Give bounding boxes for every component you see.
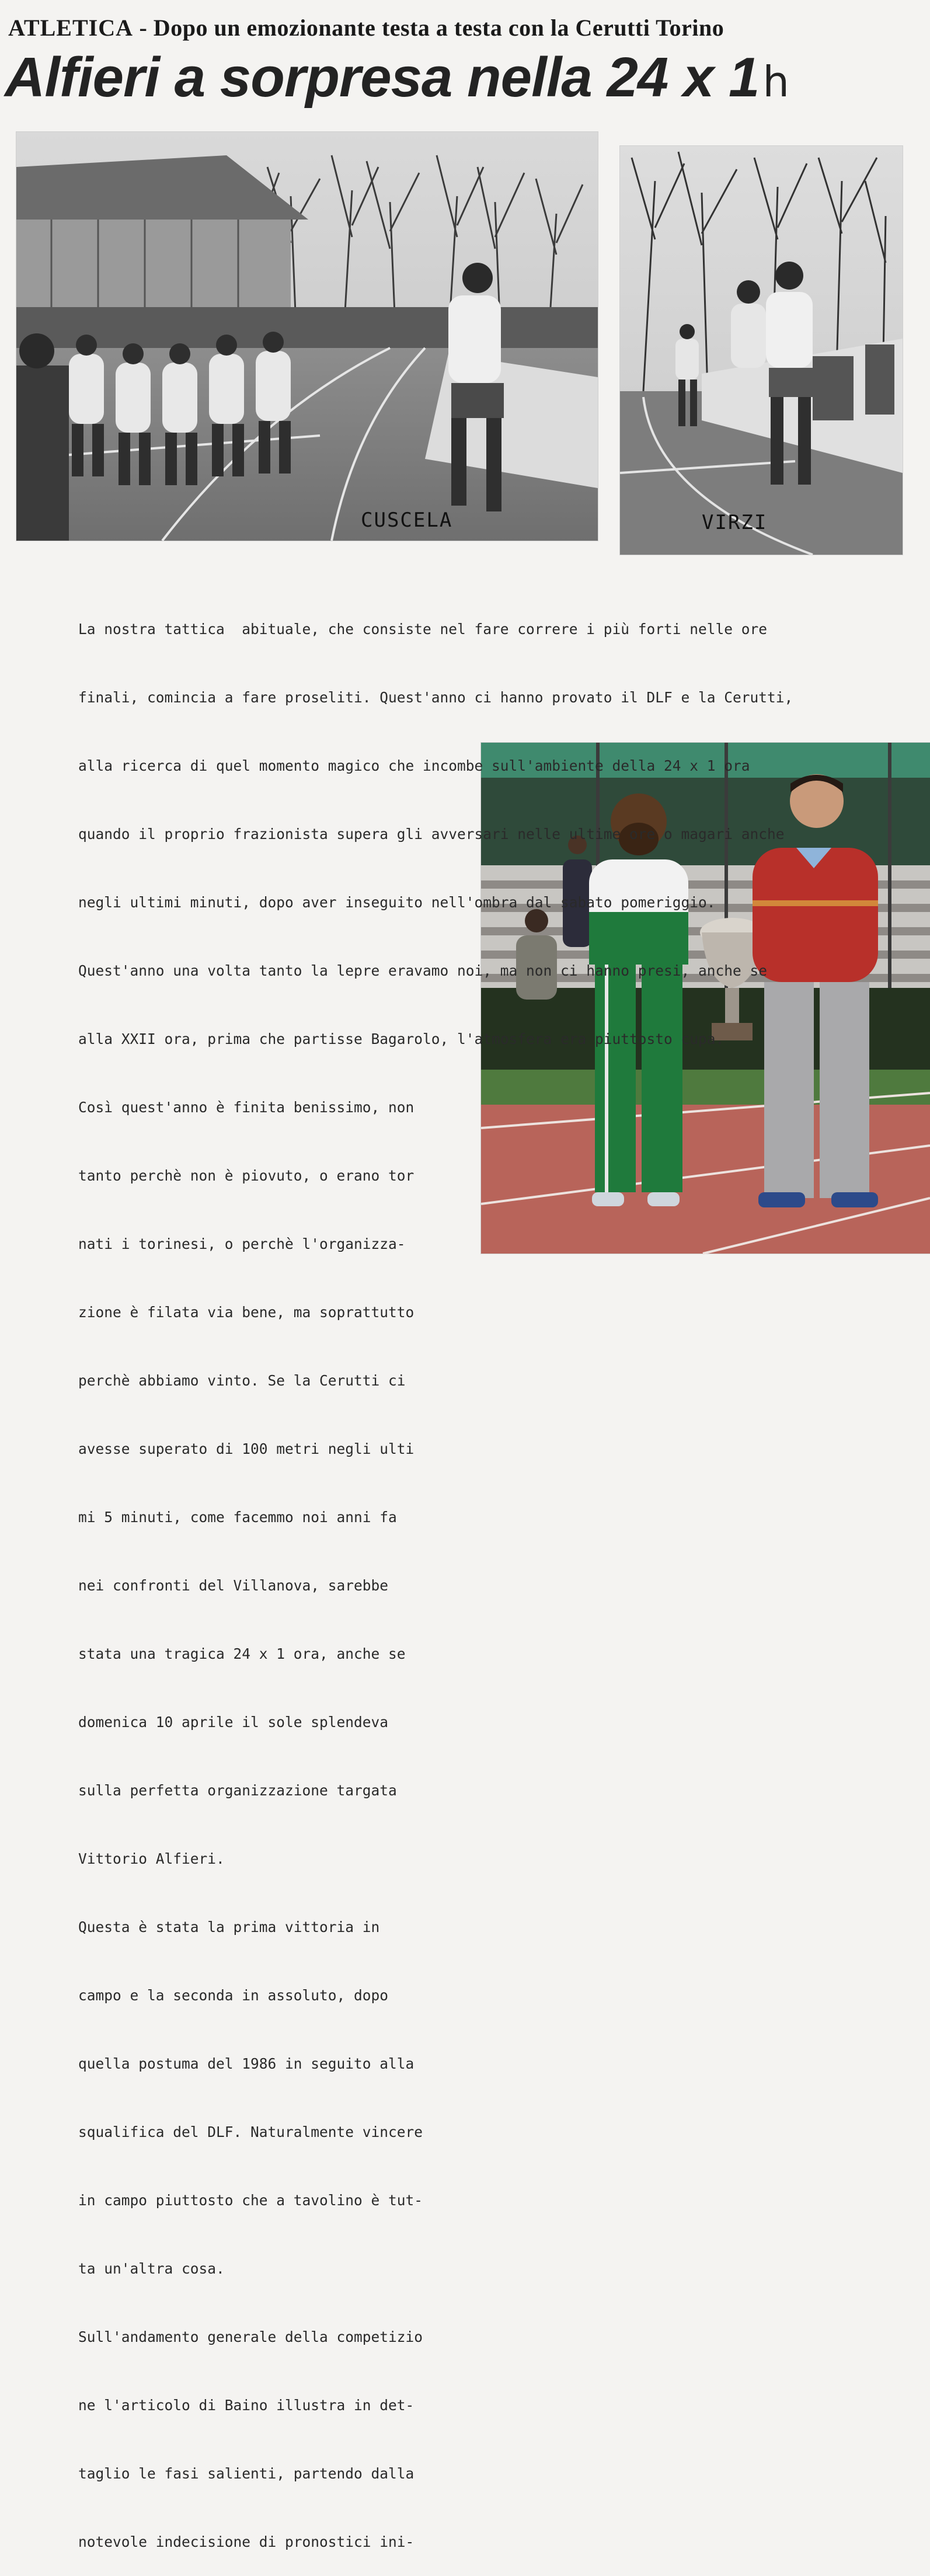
- article-line: perchè abbiamo vinto. Se la Cerutti ci: [78, 1372, 406, 1389]
- article-line: avesse superato di 100 metri negli ulti: [78, 1440, 415, 1457]
- article-body: [78, 572, 793, 2576]
- article-line: alla ricerca di quel momento magico che incombe sull'ambiente della 24 x 1 ora: [78, 757, 750, 774]
- article-line: stata una tragica 24 x 1 ora, anche se: [78, 1645, 406, 1662]
- article-line: ne l'articolo di Baino illustra in det-: [78, 2397, 415, 2414]
- article-line: Vittorio Alfieri.: [78, 1850, 225, 1867]
- headline: [5, 46, 915, 114]
- article-line: quella postuma del 1986 in seguito alla: [78, 2055, 415, 2072]
- article-line: notevole indecisione di pronostici ini-: [78, 2533, 415, 2550]
- section-tag: ATLETICA: [8, 15, 133, 41]
- article-line: domenica 10 aprile il sole splendeva: [78, 1714, 389, 1731]
- article-line: zione è filata via bene, ma soprattutto: [78, 1304, 415, 1321]
- article-line: La nostra tattica abituale, che consiste nel fare correre i più forti nelle ore: [78, 621, 768, 638]
- article-line: ta un'altra cosa.: [78, 2260, 225, 2277]
- kicker-text: - Dopo un emozionante testa a testa con la Cerutti Torino: [139, 15, 725, 41]
- article-line: nei confronti del Villanova, sarebbe: [78, 1577, 389, 1594]
- article-line: Questa è stata la prima vittoria in: [78, 1919, 380, 1936]
- article-line: taglio le fasi salienti, partendo dalla: [78, 2465, 415, 2482]
- headline-suffix: h: [762, 57, 789, 106]
- article-line: finali, comincia a fare proseliti. Quest'anno ci hanno provato il DLF e la Cerutti,: [78, 689, 793, 706]
- article-line: Sull'andamento generale della competizio: [78, 2328, 423, 2345]
- caption-cuscela: CUSCELA: [361, 509, 453, 532]
- article-line: sulla perfetta organizzazione targata: [78, 1782, 397, 1799]
- article-line: tanto perchè non è piovuto, o erano tor: [78, 1167, 415, 1184]
- article-line: Quest'anno una volta tanto la lepre eravamo noi, ma non ci hanno presi, anche se: [78, 962, 768, 979]
- article-line: negli ultimi minuti, dopo aver inseguito nell'ombra dal sabato pomeriggio.: [78, 894, 716, 911]
- article-line: mi 5 minuti, come facemmo noi anni fa: [78, 1509, 397, 1526]
- article-line: Così quest'anno è finita benissimo, non: [78, 1099, 415, 1116]
- photo-relay-start-image: [16, 132, 598, 541]
- article-line: campo e la seconda in assoluto, dopo: [78, 1987, 389, 2004]
- article-line: in campo piuttosto che a tavolino è tut-: [78, 2192, 423, 2209]
- photo-runner-virzi-image: [620, 146, 903, 555]
- article-line: squalifica del DLF. Naturalmente vincere: [78, 2124, 423, 2140]
- kicker-line: [8, 14, 825, 41]
- article-line: nati i torinesi, o perchè l'organizza-: [78, 1235, 406, 1252]
- headline-text: Alfieri a sorpresa nella 24 x 1: [5, 46, 760, 109]
- article-line: alla XXII ora, prima che partisse Bagarolo, l'atmosfera era piuttosto cupa.: [78, 1031, 725, 1047]
- photo-relay-start: [16, 132, 598, 541]
- caption-virzi: VIRZI: [702, 511, 768, 534]
- article-line: quando il proprio frazionista supera gli avversari nelle ultime ore o magari anche: [78, 826, 785, 843]
- photo-runner-virzi: [620, 146, 903, 555]
